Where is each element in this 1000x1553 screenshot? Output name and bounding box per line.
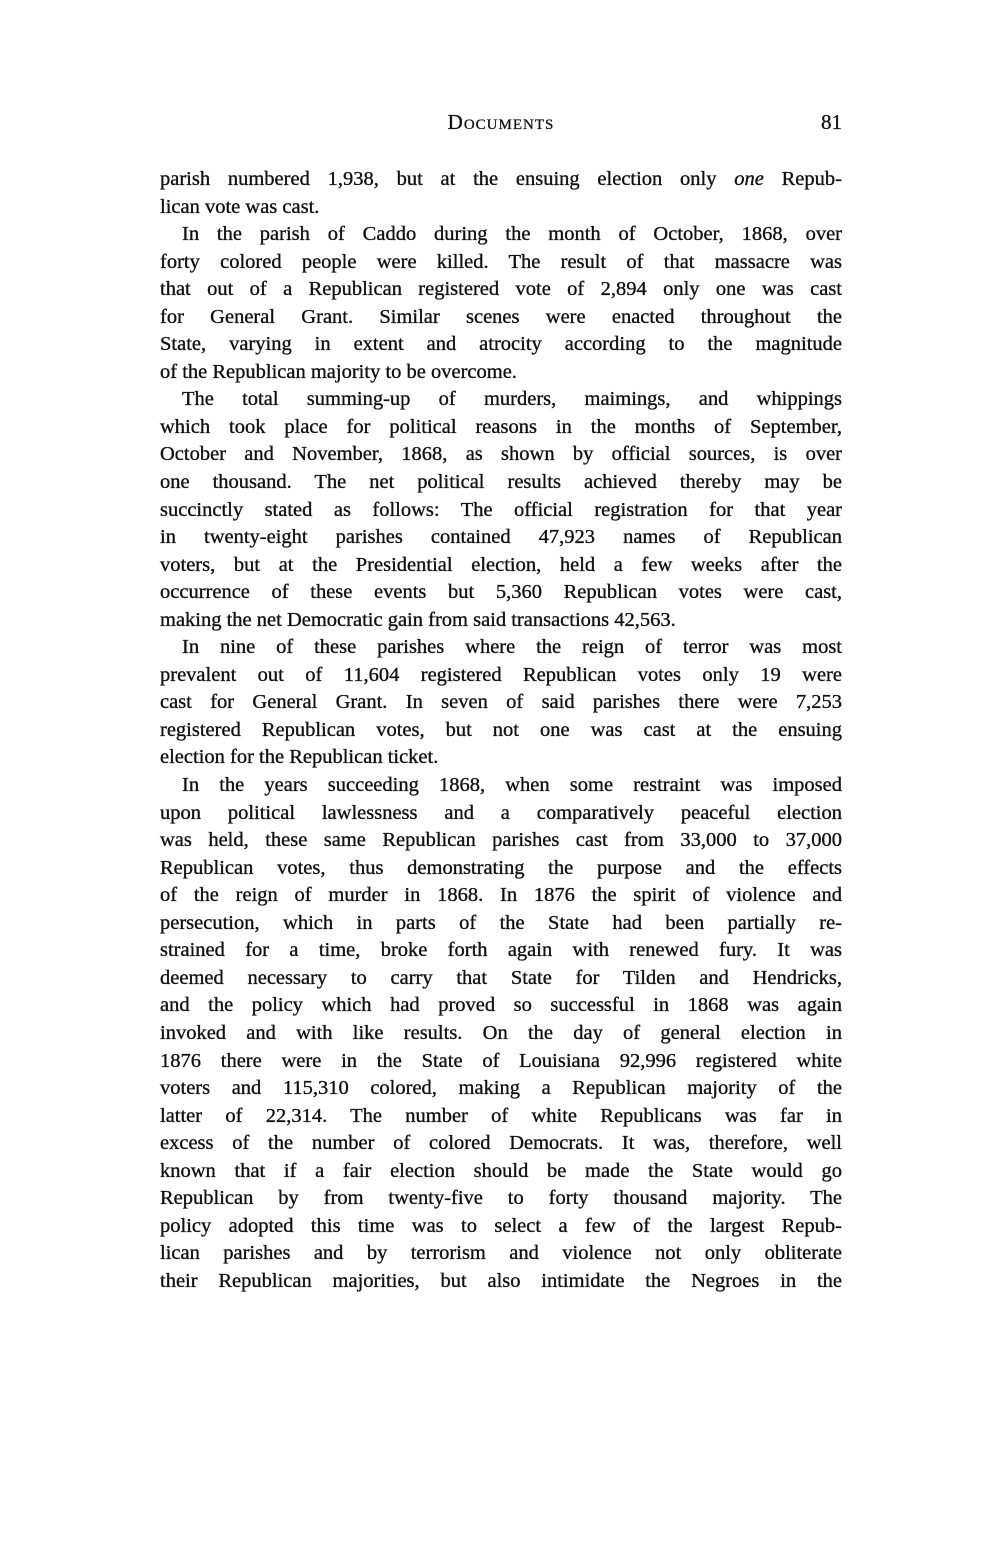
running-title: Documents: [447, 110, 555, 134]
text-line: and the policy which had proved so successful in 1868 was again: [160, 994, 842, 1017]
text-line: In the years succeeding 1868, when some restraint was imposed: [182, 774, 842, 797]
text-line: that out of a Republican registered vote of 2,894 only one was cast: [160, 278, 842, 301]
text-line: election for the Republican ticket.: [160, 746, 439, 769]
text-line: latter of 22,314. The number of white Republicans was far in: [160, 1104, 842, 1127]
paragraph: [160, 221, 842, 386]
text-line: registered Republican votes, but not one was cast at the ensuing: [160, 718, 842, 741]
text-line: lican parishes and by terrorism and violence not only obliterate: [160, 1242, 842, 1265]
text-line: Republican by from twenty-five to forty thousand majority. The: [160, 1187, 842, 1210]
text-line: succinctly stated as follows: The official registration for that year: [160, 498, 842, 521]
text-line: The total summing-up of murders, maimings, and whippings: [182, 388, 842, 411]
text-line: of the Republican majority to be overcome.: [160, 360, 517, 383]
paragraph: [160, 166, 842, 221]
text-line: for General Grant. Similar scenes were enacted throughout the: [160, 305, 842, 328]
text-line: October and November, 1868, as shown by official sources, is over: [160, 443, 842, 466]
text-line: prevalent out of 11,604 registered Republican votes only 19 were: [160, 663, 842, 686]
text-line: strained for a time, broke forth again with renewed fury. It was: [160, 939, 842, 962]
text-segment: Repub-: [763, 168, 842, 190]
text-line: of the reign of murder in 1868. In 1876 the spirit of violence and: [160, 884, 842, 907]
text-line: excess of the number of colored Democrats. It was, therefore, well: [160, 1132, 842, 1155]
text-line: Republican votes, thus demonstrating the purpose and the effects: [160, 856, 842, 879]
italic-text: one: [734, 168, 764, 190]
paragraph: [160, 772, 842, 1295]
text-line: voters and 115,310 colored, making a Republican majority of the: [160, 1077, 842, 1100]
text-line: in twenty-eight parishes contained 47,923 names of Republican: [160, 526, 842, 549]
text-line: [160, 166, 842, 194]
text-line: cast for General Grant. In seven of said parishes there were 7,253: [160, 691, 842, 714]
text-line: deemed necessary to carry that State for Tilden and Hendricks,: [160, 966, 842, 989]
text-segment: parish numbered 1,938, but at the ensuing election only: [160, 168, 735, 190]
text-line: one thousand. The net political results achieved thereby may be: [160, 471, 842, 494]
text-line: their Republican majorities, but also intimidate the Negroes in the: [160, 1269, 842, 1292]
page-header: [160, 110, 842, 140]
text-line: State, varying in extent and atrocity according to the magnitude: [160, 333, 842, 356]
text-line: 1876 there were in the State of Louisiana 92,996 registered white: [160, 1049, 842, 1072]
text-line: persecution, which in parts of the State had been partially re-: [160, 911, 842, 934]
paragraph: [160, 386, 842, 634]
text-line: known that if a fair election should be made the State would go: [160, 1159, 842, 1182]
text-line: policy adopted this time was to select a few of the largest Repub-: [160, 1214, 842, 1237]
text-line: invoked and with like results. On the day of general election in: [160, 1021, 842, 1044]
text-line: In nine of these parishes where the reign of terror was most: [182, 636, 842, 659]
paragraph: [160, 634, 842, 772]
text-line: lican vote was cast.: [160, 195, 320, 218]
text-line: was held, these same Republican parishes cast from 33,000 to 37,000: [160, 829, 842, 852]
body-text: [160, 166, 842, 1295]
text-line: upon political lawlessness and a comparatively peaceful election: [160, 801, 842, 824]
page-number: 81: [821, 110, 842, 134]
text-line: making the net Democratic gain from said transactions 42,563.: [160, 608, 676, 631]
text-line: voters, but at the Presidential election, held a few weeks after the: [160, 553, 842, 576]
text-line: which took place for political reasons in the months of September,: [160, 415, 842, 438]
text-line: occurrence of these events but 5,360 Republican votes were cast,: [160, 581, 842, 604]
text-line: forty colored people were killed. The result of that massacre was: [160, 250, 842, 273]
text-line: In the parish of Caddo during the month of October, 1868, over: [182, 223, 842, 246]
